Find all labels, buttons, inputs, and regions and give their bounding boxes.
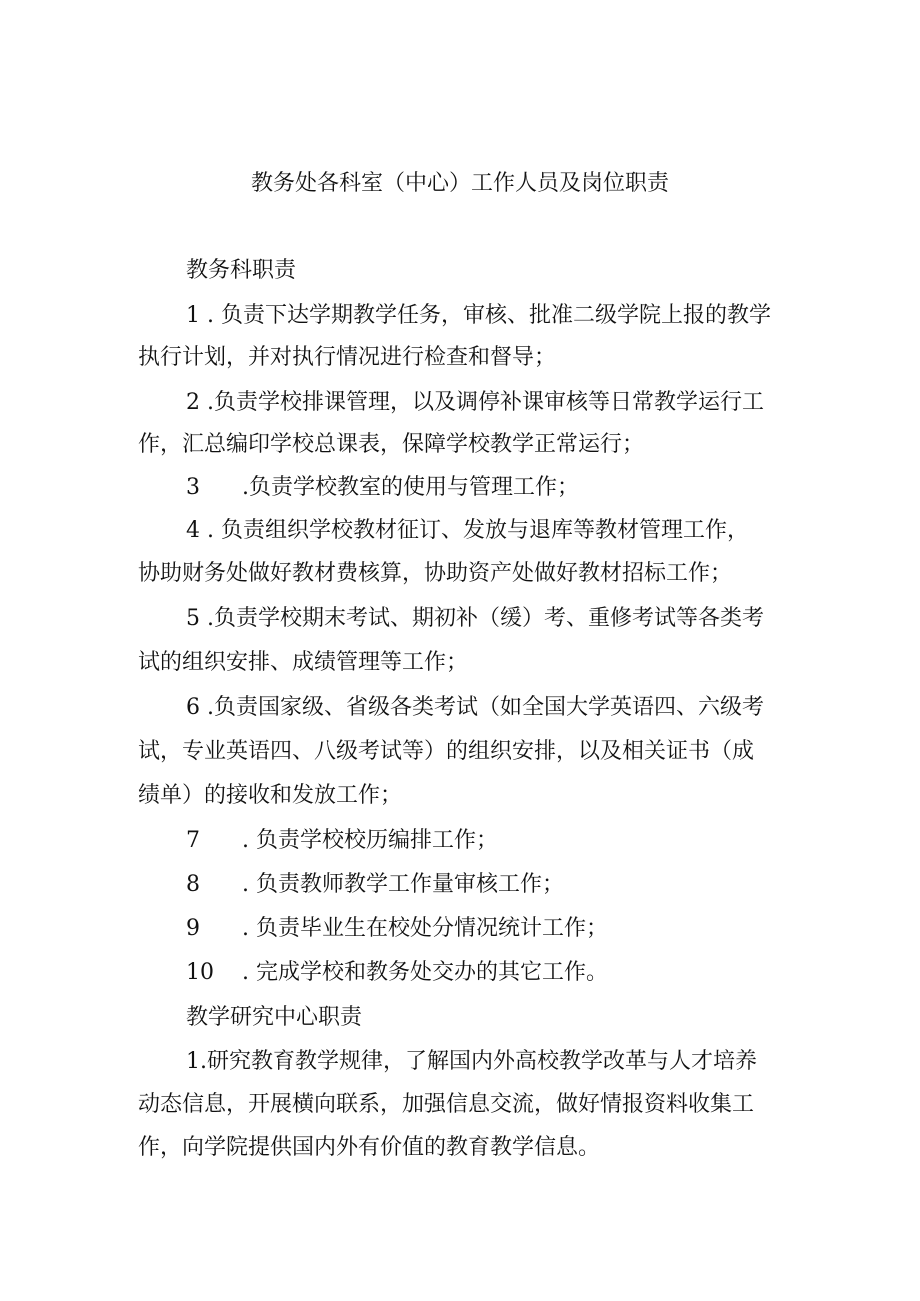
duty-6-line-2: 试，专业英语四、八级考试等）的组织安排，以及相关证书（成 [138,739,755,764]
duty-9-text: . 负责毕业生在校处分情况统计工作； [242,916,608,941]
duty-10-number: 10 [186,960,214,985]
research-duty-1-line-2: 动态信息，开展横向联系，加强信息交流，做好情报资料收集工 [138,1092,755,1117]
duty-2-line-2: 作，汇总编印学校总课表，保障学校教学正常运行； [138,432,645,457]
research-duty-1-line-3: 作，向学院提供国内外有价值的教育教学信息。 [138,1135,601,1160]
section-heading-teaching-research: 教学研究中心职责 [186,1005,363,1030]
duty-5-line-1: 5 .负责学校期末考试、期初补（缓）考、重修考试等各类考 [186,606,764,631]
research-duty-1-line-1: 1.研究教育教学规律，了解国内外高校教学改革与人才培养 [186,1049,757,1074]
duty-4-line-1: 4 . 负责组织学校教材征订、发放与退库等教材管理工作， [186,518,749,543]
section-heading-academic-affairs: 教务科职责 [186,258,297,283]
duty-3-number: 3 [186,475,200,500]
duty-10-text: . 完成学校和教务处交办的其它工作。 [242,960,608,985]
duty-1-line-1: 1 . 负责下达学期教学任务，审核、批准二级学院上报的教学 [186,303,771,328]
duty-8-number: 8 [186,872,200,897]
duty-7-number: 7 [186,828,200,853]
duty-5-line-2: 试的组织安排、成绩管理等工作； [138,650,469,675]
duty-6-line-1: 6 .负责国家级、省级各类考试（如全国大学英语四、六级考 [186,695,764,720]
duty-6-line-3: 绩单）的接收和发放工作； [138,783,403,808]
duty-7-text: . 负责学校校历编排工作； [242,828,498,853]
duty-2-line-1: 2 .负责学校排课管理，以及调停补课审核等日常教学运行工 [186,390,764,415]
duty-9-number: 9 [186,916,200,941]
duty-8-text: . 负责教师教学工作量审核工作； [242,872,564,897]
duty-3-text: .负责学校教室的使用与管理工作； [242,475,579,500]
duty-4-line-2: 协助财务处做好教材费核算，协助资产处做好教材招标工作； [138,561,733,586]
document-title: 教务处各科室（中心）工作人员及岗位职责 [250,171,669,196]
duty-1-line-2: 执行计划，并对执行情况进行检查和督导； [138,345,557,370]
